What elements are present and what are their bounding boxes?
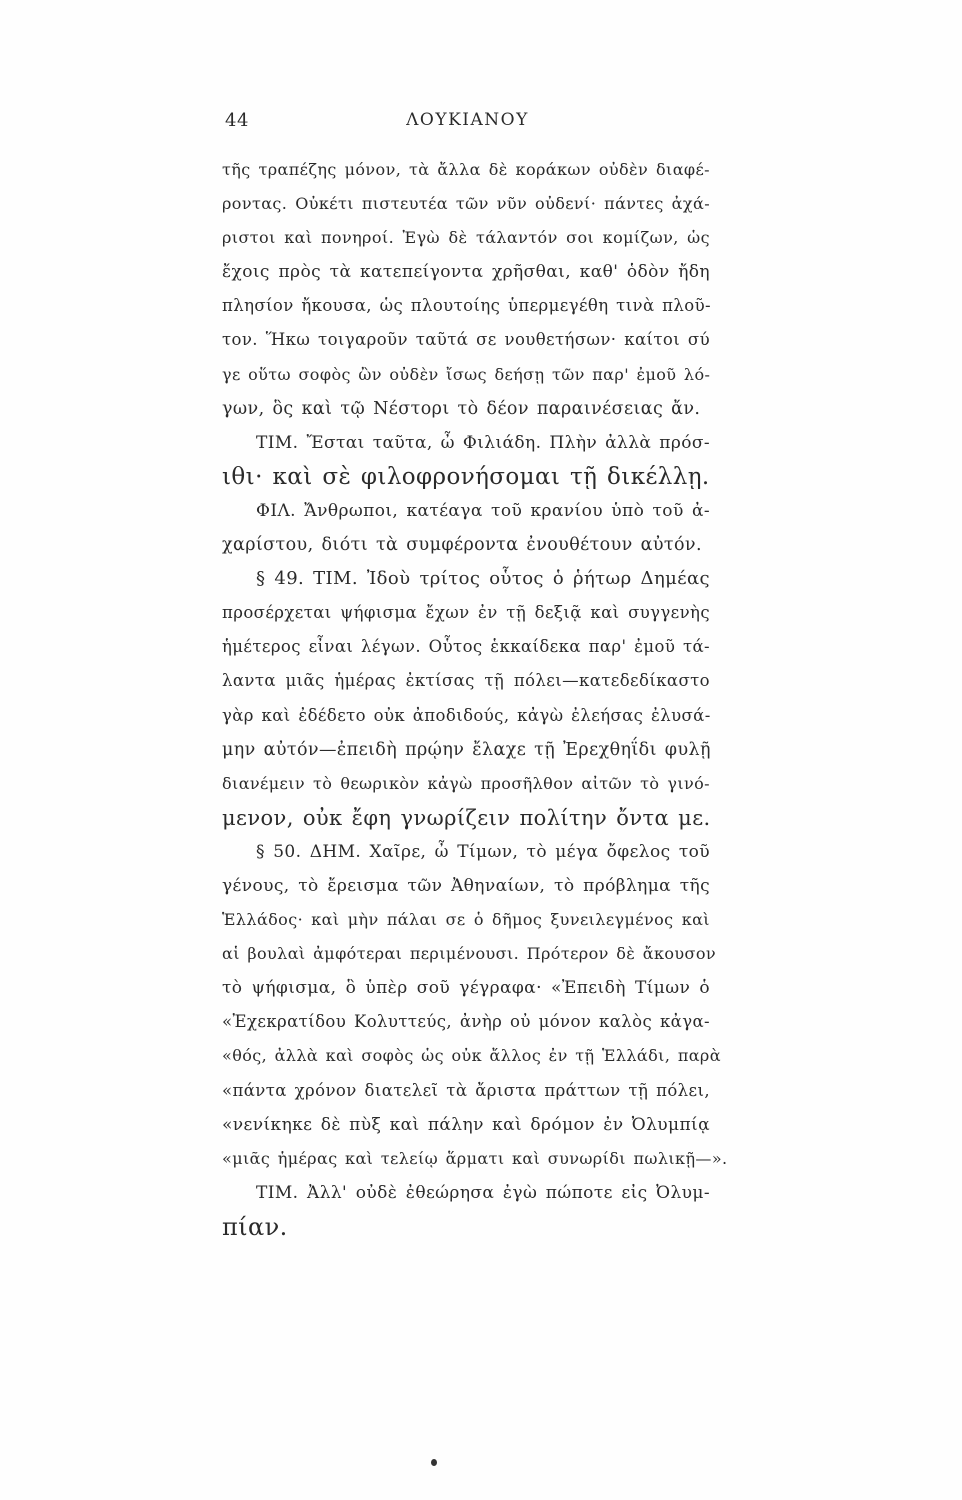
text-line: ἔχοις πρὸς τὰ κατεπείγοντα χρῆσθαι, καθ' ὁδὸν ἤδη [222,262,710,283]
text-line: «πάντα χρόνον διατελεῖ τὰ ἄριστα πράττων τῇ πόλει, [222,1080,710,1100]
text-line: ἡμέτερος εἶναι λέγων. Οὗτος ἑκκαίδεκα παρ' ἐμοῦ τά- [222,637,710,657]
text-line: πλησίον ἤκουσα, ὡς πλουτοίης ὑπερμεγέθη τινὰ πλοῦ- [222,296,712,316]
text-line: τὸ ψήφισμα, ὃ ὑπὲρ σοῦ γέγραφα· «Ἐπειδὴ Τίμων ὁ [222,978,710,999]
text-line: αἱ βουλαὶ ἀμφότεραι περιμένουσι. Πρότερον δὲ ἄκουσον [222,944,716,964]
running-title: ΛΟΥΚΙΑΝΟΥ [406,110,529,130]
text-line: ιθι· καὶ σὲ φιλοφρονήσομαι τῇ δικέλλῃ. [222,463,710,490]
text-line: τῆς τραπέζης μόνον, τὰ ἄλλα δὲ κοράκων οὐδὲν διαφέ- [222,160,710,179]
text-line: λαντα μιᾶς ἡμέρας ἐκτίσας τῇ πόλει—κατεδεδίκαστο [222,671,710,691]
ink-speck [431,1459,437,1466]
text-line: μην αὐτόν—ἐπειδὴ πρῴην ἔλαχε τῇ Ἐρεχθηΐδι φυλῇ [222,739,711,760]
text-line: γένους, τὸ ἔρεισμα τῶν Ἀθηναίων, τὸ πρόβλημα τῆς [222,875,710,896]
text-line: ΦΙΛ. Ἄνθρωποι, κατέαγα τοῦ κρανίου ὑπὸ τοῦ ἀ- [256,500,710,521]
text-line: τον. Ἥκω τοιγαροῦν ταῦτά σε νουθετήσων· καίτοι σύ [222,330,710,350]
text-line: «θός, ἀλλὰ καὶ σοφὸς ὡς οὐκ ἄλλος ἐν τῇ Ἑλλάδι, παρὰ [222,1046,721,1066]
text-line: «Ἐχεκρατίδου Κολυττεύς, ἀνὴρ οὐ μόνον καλὸς κἀγα- [222,1012,710,1032]
text-line: γὰρ καὶ ἐδέδετο οὐκ ἀποδιδούς, κἀγὼ ἐλεήσας ἐλυσά- [222,705,711,725]
text-line: § 50. ΔΗΜ. Χαῖρε, ὦ Τίμων, τὸ μέγα ὄφελος τοῦ [256,841,710,862]
text-line: ριστοι καὶ πονηροί. Ἐγὼ δὲ τάλαντόν σοι κομίζων, ὡς [222,228,710,248]
text-line: διανέμειν τὸ θεωρικὸν κἀγὼ προσῆλθον αἰτῶν τὸ γινό- [222,773,710,793]
text-line: γε οὕτω σοφὸς ὢν οὐδὲν ἴσως δεήσῃ τῶν παρ' ἐμοῦ λό- [222,364,711,384]
text-line: Ἑλλάδος· καὶ μὴν πάλαι σε ὁ δῆμος ξυνειλεγμένος καὶ [222,910,710,930]
text-line: ΤΙΜ. Ἀλλ' οὐδὲ ἐθεώρησα ἐγὼ πώποτε εἰς Ὀλυμ- [256,1182,710,1203]
running-head [225,110,710,140]
text-line: προσέρχεται ψήφισμα ἔχων ἐν τῇ δεξιᾷ καὶ συγγενὴς [222,603,710,623]
text-line: «νενίκηκε δὲ πὺξ καὶ πάλην καὶ δρόμον ἐν Ὀλυμπίᾳ [222,1114,710,1135]
text-line: μενον, οὐκ ἔφη γνωρίζειν πολίτην ὄντα με. [222,805,711,830]
text-line: χαρίστου, διότι τὰ συμφέροντα ἐνουθέτουν αὐτόν. [222,535,702,556]
page-number: 44 [225,110,249,131]
text-line: πίαν. [222,1212,288,1241]
text-line: ροντας. Οὐκέτι πιστευτέα τῶν νῦν οὐδενί· πάντες ἀχά- [222,194,710,214]
text-line: § 49. ΤΙΜ. Ἰδοὺ τρίτος οὗτος ὁ ῥήτωρ Δημέας [256,568,710,590]
body-text [222,153,728,1244]
text-line: γων, ὃς καὶ τῷ Νέστορι τὸ δέον παραινέσειας ἄν. [222,398,701,419]
text-line: ΤΙΜ. Ἔσται ταῦτα, ὦ Φιλιάδη. Πλὴν ἀλλὰ πρόσ- [256,432,710,453]
text-line: «μιᾶς ἡμέρας καὶ τελείῳ ἅρματι καὶ συνωρίδι πωλικῇ—». [222,1148,728,1168]
